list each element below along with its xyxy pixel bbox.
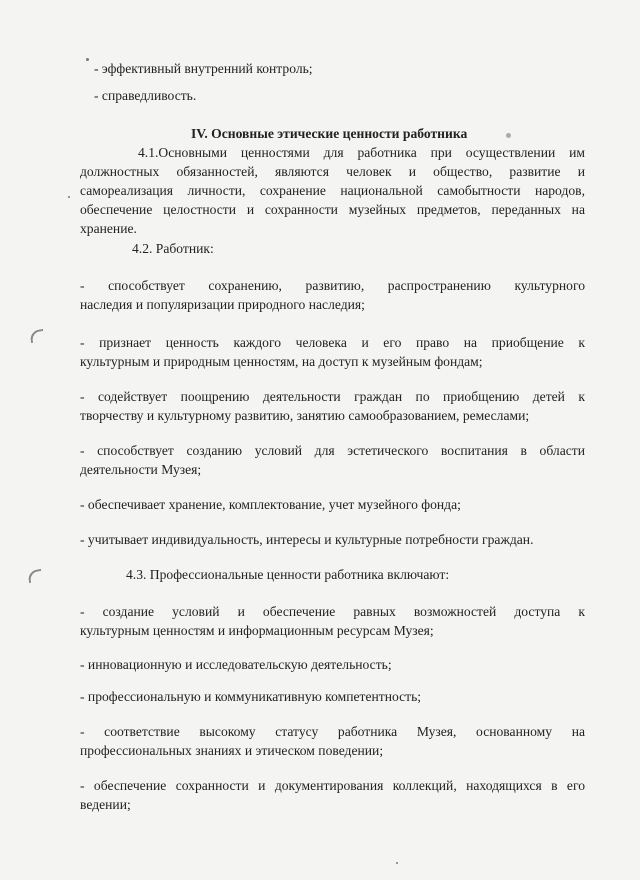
paragraph-line: самореализация личности, сохранение национальной самобытности народов, [80,183,585,198]
list-item-line: - инновационную и исследовательскую деятельность; [80,657,392,672]
paragraph-line: обеспечение целостности и сохранности музейных предметов, переданных на [80,202,585,217]
list-item-line: культурным и природным ценностям, на доступ к музейным фондам; [80,354,483,369]
section-title: IV. Основные этические ценности работника [191,126,468,141]
scan-speck [86,58,89,61]
list-item-line: деятельности Музея; [80,462,202,477]
list-item-line: наследия и популяризации природного наследия; [80,297,365,312]
text-line: - эффективный внутренний контроль; [94,61,313,76]
text-line: - справедливость. [94,88,197,103]
list-item-line: - обеспечение сохранности и документирования коллекций, находящихся в его [80,778,585,793]
list-item-line: ведении; [80,797,131,812]
scan-speck [396,862,398,864]
list-item-line: - соответствие высокому статусу работника Музея, основанному на [80,724,585,739]
subsection-title: 4.3. Профессиональные ценности работника включают: [126,567,450,582]
list-item-line: творчеству и культурному развитию, занятию самообразованием, ремеслами; [80,408,530,423]
list-item-line: - способствует созданию условий для эстетического воспитания в области [80,443,585,458]
scan-hole-mark [27,569,43,583]
paragraph-line: хранение. [80,221,137,236]
paragraph-line: должностных обязанностей, являются человек и общество, развитие и [80,164,585,179]
scan-speck [68,196,70,198]
scan-speck [506,133,511,138]
scan-hole-mark [29,329,45,343]
list-item-line: - обеспечивает хранение, комплектование, учет музейного фонда; [80,497,461,512]
list-item-line: - способствует сохранению, развитию, распространению культурного [80,278,585,293]
paragraph-line: 4.1.Основными ценностями для работника при осуществлении им [138,145,585,160]
list-item-line: - профессиональную и коммуникативную компетентность; [80,689,422,704]
list-item-line: - создание условий и обеспечение равных возможностей доступа к [80,604,585,619]
subsection-title: 4.2. Работник: [132,241,214,256]
list-item-line: - учитывает индивидуальность, интересы и культурные потребности граждан. [80,532,534,547]
list-item-line: профессиональных знаниях и этическом поведении; [80,743,384,758]
list-item-line: - содействует поощрению деятельности граждан по приобщению детей к [80,389,585,404]
list-item-line: культурным ценностям и информационным ресурсам Музея; [80,623,434,638]
list-item-line: - признает ценность каждого человека и его право на приобщение к [80,335,585,350]
